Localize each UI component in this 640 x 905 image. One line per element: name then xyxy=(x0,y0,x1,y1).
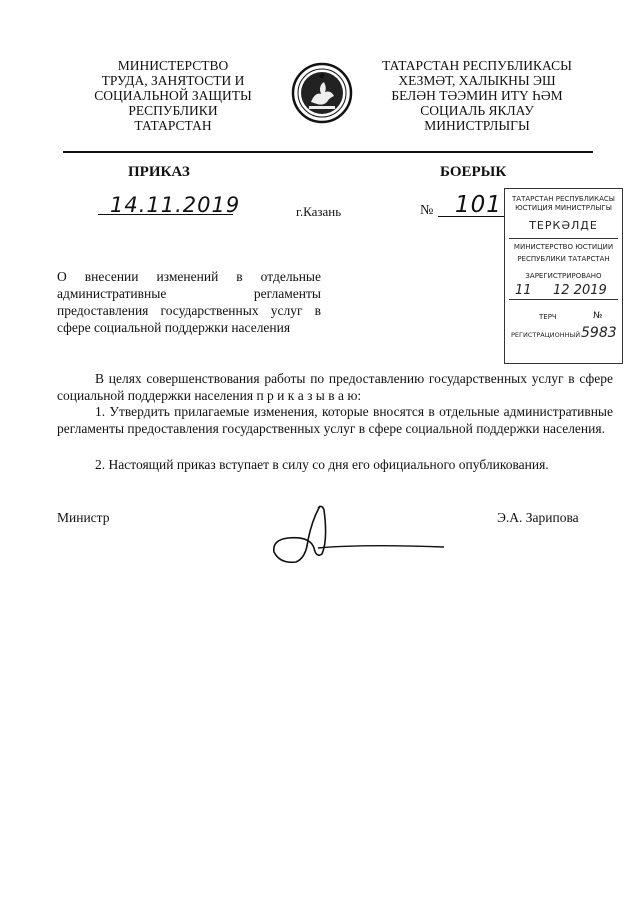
stamp-registered-tt: ТЕРКӘЛДЕ xyxy=(529,219,598,232)
body-para-1: В целях совершенствования работы по предоставлению государственных услуг в сфере социальной поддержки населения п р и к а з ы в а ю: xyxy=(57,371,613,403)
body-para-2: 1. Утвердить прилагаемые изменения, которые вносятся в отдельные административные регламенты предоставления государственных услуг в сфере социальной поддержки населения. xyxy=(57,404,613,436)
order-title-tt: БОЕРЫК xyxy=(440,164,507,180)
stamp-reg-number: 5983 xyxy=(581,325,617,341)
stamp-teri-row xyxy=(505,311,622,325)
order-number: 101 xyxy=(455,192,502,218)
stamp-day: 11 xyxy=(515,283,532,298)
order-number-label: № xyxy=(420,203,434,218)
registration-stamp xyxy=(504,188,623,364)
ministry-ru-line: РЕСПУБЛИКИ xyxy=(128,103,218,118)
stamp-divider xyxy=(509,238,618,239)
ministry-name-ru xyxy=(78,58,268,133)
order-date: 14.11.2019 xyxy=(110,193,241,217)
stamp-line: МИНИСТЕРСТВО ЮСТИЦИИ xyxy=(513,243,614,251)
ministry-tt-line: БЕЛӘН ТӘЭМИН ИТҮ ҺӘМ xyxy=(391,88,563,103)
signatory-role: Министр xyxy=(57,510,110,525)
body-para-3: 2. Настоящий приказ вступает в силу со дня его официального опубликования. xyxy=(95,457,549,472)
ministry-tt-line: ТАТАРСТАН РЕСПУБЛИКАСЫ xyxy=(382,58,572,73)
order-subject: О внесении изменений в отдельные административные регламенты предоставления государственных услуг в сфере социальной поддержки населения xyxy=(57,269,321,335)
stamp-date-line xyxy=(509,299,618,300)
ministry-ru-line: ТРУДА, ЗАНЯТОСТИ И xyxy=(101,73,245,88)
stamp-reg-row xyxy=(505,327,622,343)
order-city: г.Казань xyxy=(296,204,342,219)
ministry-ru-line: ТАТАРСТАН xyxy=(134,118,212,133)
ministry-name-tt xyxy=(366,58,588,133)
order-title-ru: ПРИКАЗ xyxy=(128,164,190,180)
coat-of-arms-icon xyxy=(291,62,353,124)
stamp-reg-label: РЕГИСТРАЦИОННЫЙ xyxy=(511,331,581,339)
ministry-ru-line: СОЦИАЛЬНОЙ ЗАЩИТЫ xyxy=(94,88,252,103)
ministry-tt-line: МИНИСТРЛЫГЫ xyxy=(424,118,530,133)
ministry-ru-line: МИНИСТЕРСТВО xyxy=(117,58,229,73)
stamp-no-label: № xyxy=(593,311,603,321)
ministry-tt-line: СОЦИАЛЬ ЯКЛАУ xyxy=(420,103,534,118)
stamp-teri-label: ТЕРЧ xyxy=(539,313,557,321)
signature-mark xyxy=(262,500,447,570)
ministry-tt-line: ХЕЗМӘТ, ХАЛЫКНЫ ЭШ xyxy=(398,73,556,88)
stamp-line: ЮСТИЦИЯ МИНИСТРЛЫГЫ xyxy=(515,204,612,212)
stamp-date-row xyxy=(505,283,622,303)
stamp-line: ТАТАРСТАН РЕСПУБЛИКАСЫ xyxy=(512,195,615,203)
stamp-line: РЕСПУБЛИКИ ТАТАРСТАН xyxy=(517,255,610,263)
stamp-month-year: 12 2019 xyxy=(553,283,607,298)
signatory-name: Э.А. Зарипова xyxy=(497,510,579,525)
header-divider xyxy=(63,151,593,153)
stamp-registered-ru: ЗАРЕГИСТРИРОВАНО xyxy=(525,272,602,280)
